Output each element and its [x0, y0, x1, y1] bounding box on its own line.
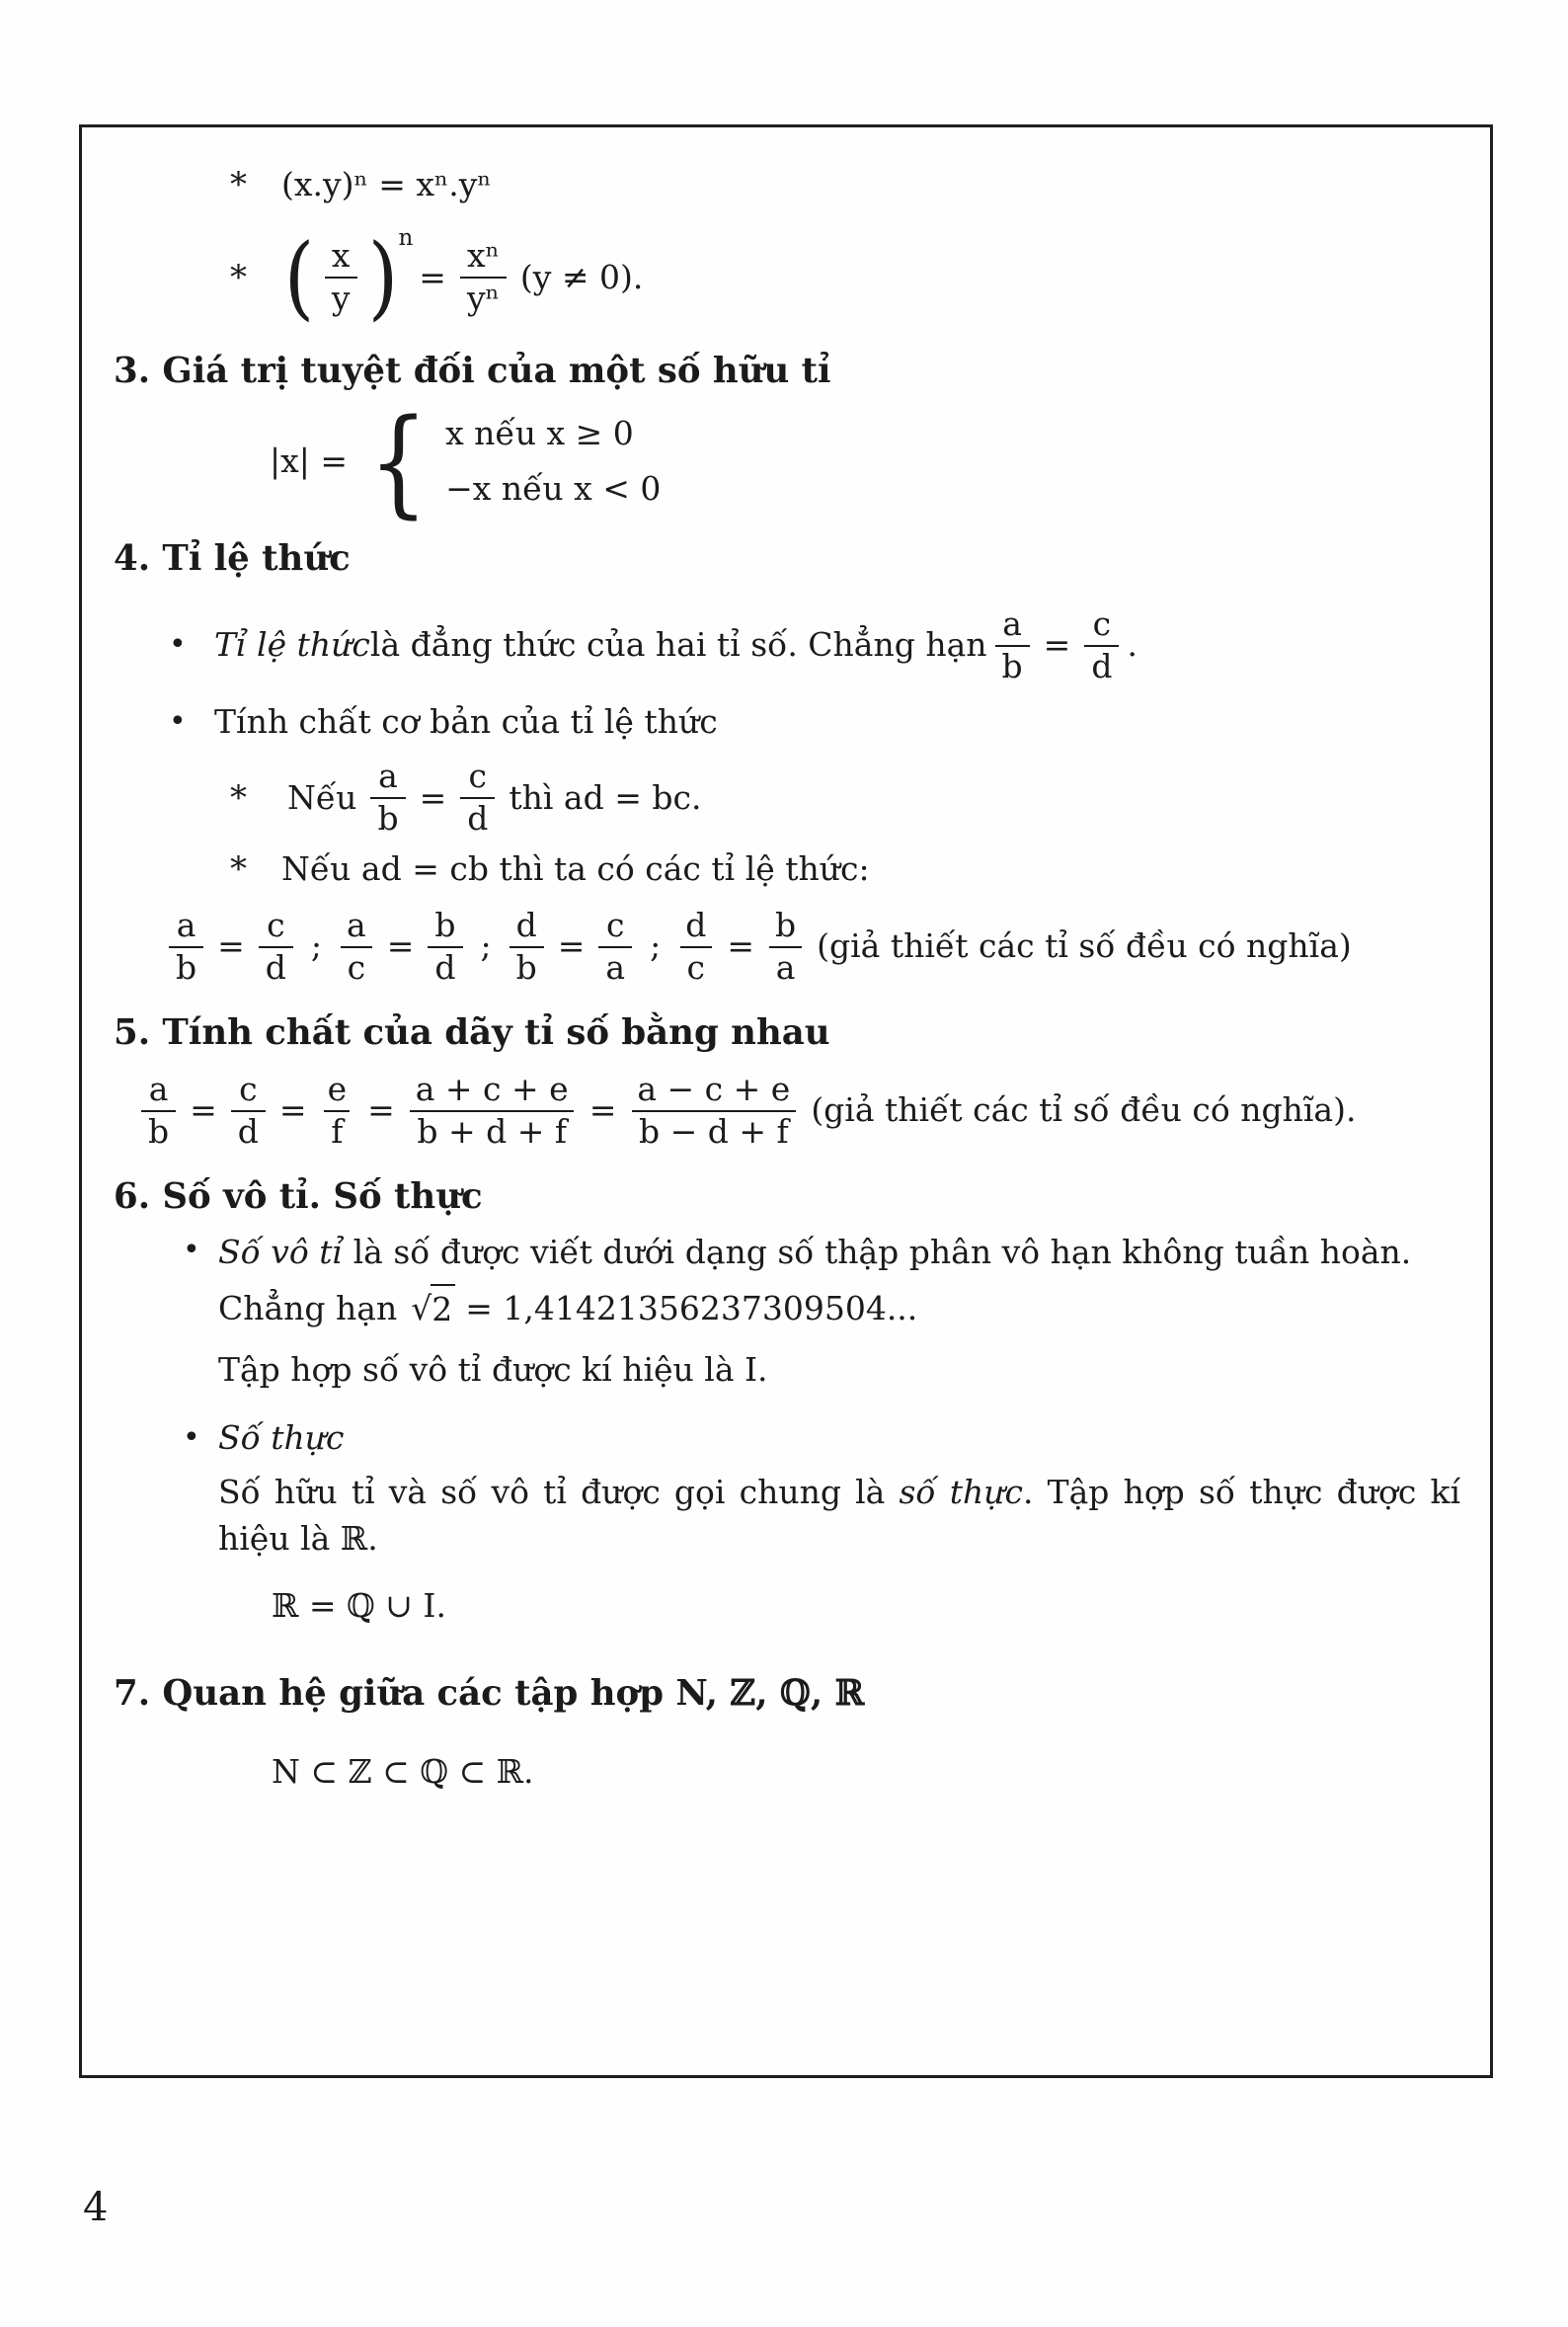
- equals-sign: =: [727, 926, 754, 966]
- irrational-definition-text: Số vô tỉ là số được viết dưới dạng số thập phân vô hạn không tuần hoàn.: [218, 1233, 1412, 1272]
- equals-sign: =: [278, 1090, 307, 1130]
- fraction-a-over-b: $\frac{a}{b}$: [995, 606, 1030, 685]
- real-number-paragraph: Số hữu tỉ và số vô tỉ được gọi chung là số thực. Tập hợp số thực được kí hiệu là ℝ.: [218, 1472, 1460, 1558]
- fraction: $\frac{d}{b}$: [510, 908, 544, 987]
- section-5-heading: 5. Tính chất của dãy tỉ số bằng nhau: [114, 1011, 830, 1053]
- property-text: Tính chất cơ bản của tỉ lệ thức: [214, 701, 718, 741]
- term-so-thuc: Số thực: [218, 1417, 345, 1457]
- fraction: $\frac{e}{f}$: [321, 1072, 354, 1151]
- section-6-heading: 6. Số vô tỉ. Số thực: [114, 1175, 483, 1217]
- equals-sign: =: [1043, 625, 1071, 665]
- page-number: 4: [83, 2185, 109, 2230]
- term-so-vo-ti: Số vô tỉ: [218, 1233, 344, 1272]
- fraction-a-over-b: $\frac{a}{b}$: [370, 759, 405, 838]
- proportion-definition: [169, 603, 1460, 685]
- fraction: $\frac{a}{b}$: [169, 908, 203, 987]
- fraction: $\frac{c}{a}$: [598, 908, 632, 987]
- proportion-rule-2: [230, 845, 1460, 893]
- rule-text: Nếu ad = cb thì ta có các tỉ lệ thức:: [281, 849, 870, 889]
- fraction: $\frac{d}{c}$: [678, 908, 713, 987]
- sentence-period: .: [1127, 625, 1137, 665]
- semicolon: ;: [310, 926, 323, 966]
- equals-sign: =: [190, 1090, 217, 1130]
- absolute-value-definition: |x| = { x nếu x ≥ 0 −x nếu x < 0: [270, 393, 662, 530]
- equals-sign: =: [419, 777, 447, 817]
- equals-sign: =: [386, 926, 415, 966]
- equal-ratios-chain: [133, 1069, 1460, 1151]
- real-set-union-formula: ℝ = ℚ ∪ I.: [272, 1586, 446, 1626]
- condition-text: (y ≠ 0).: [519, 257, 644, 296]
- equals-sign: =: [217, 926, 245, 966]
- equals-sign: =: [588, 1090, 617, 1130]
- star-marker: *: [230, 778, 247, 819]
- sqrt2-example: [218, 1284, 1460, 1333]
- formula-power-of-product: [230, 161, 1460, 208]
- section-7-heading: 7. Quan hệ giữa các tập hợp N, ℤ, ℚ, ℝ: [114, 1673, 865, 1715]
- proportion-chain: [161, 905, 1460, 987]
- rule-post: thì ad = bc.: [509, 777, 702, 817]
- radicand: 2: [431, 1284, 455, 1333]
- fraction-sum: $\frac{a + c + e}{b + d + f}$: [409, 1072, 576, 1151]
- real-number-lead: [183, 1415, 1460, 1462]
- term-ti-le-thuc: Tỉ lệ thức: [214, 625, 370, 665]
- validity-note: (giả thiết các tỉ số đều có nghĩa): [817, 926, 1352, 966]
- star-marker: *: [230, 165, 247, 204]
- irrational-definition: [183, 1230, 1460, 1276]
- abs-case-nonnegative: x nếu x ≥ 0: [445, 413, 634, 452]
- fraction-x-over-y: $\frac{x}{y}$: [325, 238, 357, 317]
- set-inclusion-chain: N ⊂ ℤ ⊂ ℚ ⊂ ℝ.: [272, 1751, 534, 1791]
- abs-case-negative: −x nếu x < 0: [445, 469, 662, 509]
- fraction: $\frac{c}{d}$: [231, 1072, 266, 1151]
- radical-sign: √: [411, 1288, 432, 1327]
- fraction: $\frac{b}{d}$: [428, 908, 462, 987]
- fraction-xn-over-yn: $\frac{\text{xⁿ}}{\text{yⁿ}}$: [460, 238, 507, 317]
- definition-text: là đẳng thức của hai tỉ số. Chẳng hạn: [369, 625, 987, 665]
- rule-pre: Nếu: [287, 777, 357, 817]
- equals-sign: =: [557, 926, 586, 966]
- bullet-marker: •: [183, 1233, 200, 1268]
- proportion-rule-1: [230, 759, 1460, 838]
- page-border-frame: [79, 124, 1493, 2078]
- section-4-heading: 4. Tỉ lệ thức: [114, 538, 351, 580]
- bullet-marker: •: [183, 1419, 200, 1455]
- semicolon: ;: [480, 926, 492, 966]
- example-pre: Chẳng hạn: [218, 1288, 398, 1327]
- star-marker: *: [230, 258, 247, 298]
- proportion-property-lead: [169, 699, 1460, 746]
- abs-lhs: |x| =: [270, 441, 348, 480]
- bullet-marker: •: [169, 627, 187, 663]
- equals-sign: =: [419, 257, 446, 296]
- semicolon: ;: [650, 926, 662, 966]
- formula-text: (x.y)ⁿ = xⁿ.yⁿ: [281, 164, 492, 203]
- star-marker: *: [230, 849, 247, 890]
- fraction: $\frac{c}{d}$: [259, 908, 293, 987]
- abs-cases: [445, 411, 661, 514]
- sqrt2-value: = 1,41421356237309504...: [465, 1288, 918, 1327]
- formula-power-of-quotient: * ( $\frac{x}{y}$ ) $^n$ = $\frac{\text{xⁿ}}{\text{yⁿ}}$ (y ≠ 0).: [230, 238, 1460, 317]
- fraction: $\frac{a}{c}$: [340, 908, 373, 987]
- fraction-c-over-d: $\frac{c}{d}$: [460, 759, 495, 838]
- fraction-c-over-d: $\frac{c}{d}$: [1084, 606, 1119, 685]
- equals-sign: =: [367, 1090, 395, 1130]
- bullet-marker: •: [169, 703, 187, 739]
- irrational-set-notation: Tập hợp số vô tỉ được kí hiệu là I.: [218, 1349, 768, 1389]
- fraction: $\frac{b}{a}$: [768, 908, 803, 987]
- exponent-n: n: [398, 224, 414, 251]
- section-3-heading: 3. Giá trị tuyệt đối của một số hữu tỉ: [114, 351, 831, 392]
- fraction-difference: $\frac{a - c + e}{b - d + f}$: [630, 1072, 797, 1151]
- term-so-thuc-inline: số thực: [899, 1472, 1023, 1511]
- fraction: $\frac{a}{b}$: [141, 1072, 176, 1151]
- validity-note: (giả thiết các tỉ số đều có nghĩa).: [811, 1090, 1357, 1130]
